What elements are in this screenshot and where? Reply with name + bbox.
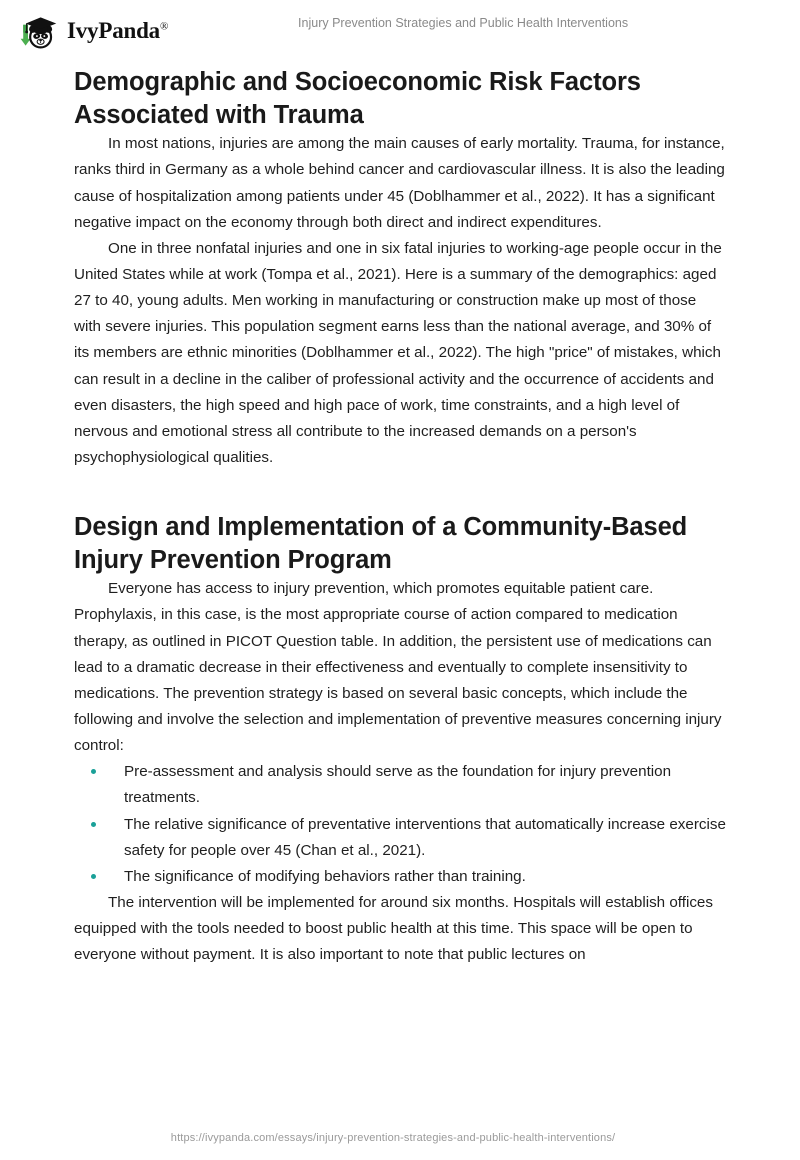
paragraph-1-2: One in three nonfatal injuries and one in six fatal injuries to working-age people occur in the United States while at work (Tompa et al., 2021). Here is a summary of the demographics: aged 27 to 40, young adults. Men working in manufacturing or construction make up most of those with severe injuries. This population segment earns less than the national average, and 30% of its members are ethnic minorities (Doblhammer et al., 2022). The high "price" of mistakes, which can result in a decline in the caliber of professional activity and the occurrence of accidents and even disasters, the high speed and high pace of work, time constraints, and a high level of nervous and emotional stress all contribute to the increased demands on a person's psychophysiological qualities. (74, 239, 722, 466)
source-url[interactable]: https://ivypanda.com/essays/injury-prevention-strategies-and-public-health-interventions/ (170, 1132, 616, 1144)
bullet-dot-icon (91, 822, 96, 827)
paragraph-1-1: In most nations, injuries are among the main causes of early mortality. Trauma, for instance, ranks third in Germany as a whole behind cancer and cardiovascular illness. It is also the leading cause of hospitalization among patients under 45 (Doblhammer et al., 2022). It has a significant negative impact on the economy through both direct and indirect expenditures. (74, 135, 725, 231)
list-item (74, 864, 726, 890)
document-header-title: Injury Prevention Strategies and Public Health Interventions (298, 16, 629, 30)
prevention-concepts-list (74, 759, 726, 890)
brand-name: IvyPanda® (67, 17, 169, 43)
list-item (74, 812, 726, 864)
list-item-label: Pre-assessment and analysis should serve as the foundation for injury prevention treatments. (124, 763, 672, 807)
document-body (74, 66, 726, 968)
paragraph-2-2: The intervention will be implemented for around six months. Hospitals will establish offices equipped with the tools needed to boost public health at this time. This space will be open to everyone without payment. It is also important to note that public lectures on (74, 894, 713, 964)
list-item-label: The relative significance of preventative interventions that automatically increase exercise safety for people over 45 (Chan et al., 2021). (124, 815, 726, 859)
section-heading-2: Design and Implementation of a Community-Based Injury Prevention Program (74, 513, 688, 574)
brand-logo[interactable] (16, 8, 168, 50)
section-heading-1: Demographic and Socioeconomic Risk Factors Associated with Trauma (74, 68, 641, 129)
paragraph-2-1: Everyone has access to injury prevention, which promotes equitable patient care. Prophylaxis, in this case, is the most appropriate course of action compared to medication therapy, as outlined in PICOT Question table. In addition, the persistent use of medications can lead to a dramatic decrease in their effectiveness and eventually to complete insensitivity to medications. The prevention strategy is based on several basic concepts, which include the following and involve the selection and implementation of preventive measures concerning injury control: (74, 580, 722, 755)
page-header (0, 0, 800, 58)
bullet-dot-icon (91, 874, 96, 879)
list-item (74, 759, 726, 811)
list-item-label: The significance of modifying behaviors rather than training. (124, 867, 526, 885)
page-footer (0, 1128, 800, 1146)
panda-graduate-logo-icon (16, 10, 60, 50)
bullet-dot-icon (91, 769, 96, 774)
registered-mark: ® (159, 19, 169, 32)
